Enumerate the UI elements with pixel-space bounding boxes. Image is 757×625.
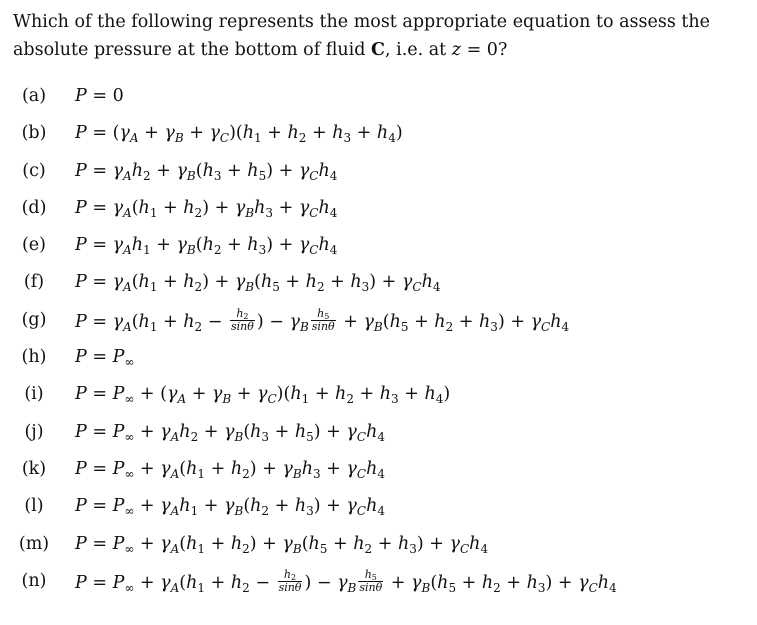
equation: $P = P_\infty + \gamma_Ah_1 + \gamma_B(h_2 + h_3) + \gamma_Ch_4$ [75, 496, 385, 519]
question-prefix: Which of the following represents the most appropriate equation to assess the absolute pressure at the bottom of fluid [13, 12, 711, 60]
option-n[interactable] [0, 565, 757, 602]
option-label: (e) [21, 235, 46, 256]
equation: $P = P_\infty + (\gamma_A + \gamma_B + \gamma_C)(h_1 + h_2 + h_3 + h_4)$ [75, 384, 451, 407]
fluid-name: C [371, 40, 385, 60]
equation: $P = P_\infty + \gamma_A(h_1 + h_2$ − $\frac{h_2}{\sin\theta}$ ) − $\gamma_B$ $\frac{h_5}{\sin\theta}$ + $\gamma_B(h_5 + h_2 + h_3) + \gamma_Ch_4$ [75, 567, 617, 595]
option-k[interactable] [0, 453, 757, 490]
question-suffix: = 0? [461, 40, 508, 60]
option-label: (d) [21, 197, 47, 218]
option-label: (m) [18, 533, 50, 554]
option-label: (b) [21, 123, 47, 144]
option-l[interactable] [0, 490, 757, 527]
question-var: z [451, 40, 462, 60]
option-j[interactable] [0, 416, 757, 453]
equation: $P = P_\infty + \gamma_A(h_1 + h_2) + \gamma_B(h_5 + h_2 + h_3) + \gamma_Ch_4$ [75, 533, 489, 556]
equation: $P = \gamma_A(h_1 + h_2) + \gamma_B(h_5 + h_2 + h_3) + \gamma_Ch_4$ [75, 272, 441, 295]
option-i[interactable] [0, 378, 757, 415]
equation: $P = \gamma_A(h_1 + h_2) + \gamma_Bh_3 + \gamma_Ch_4$ [75, 197, 338, 220]
equation: $P = \gamma_Ah_1 + \gamma_B(h_2 + h_3) + \gamma_Ch_4$ [75, 235, 338, 258]
equation: $P = \gamma_Ah_2 + \gamma_B(h_3 + h_5) + \gamma_Ch_4$ [75, 160, 338, 183]
option-label: (g) [21, 309, 47, 330]
equation: $P = P_\infty + \gamma_A(h_1 + h_2) + \gamma_Bh_3 + \gamma_Ch_4$ [75, 458, 385, 481]
option-label: (l) [24, 496, 44, 517]
option-h[interactable] [0, 341, 757, 378]
option-g[interactable] [0, 304, 757, 341]
equation: $P = P_\infty$ [75, 347, 135, 370]
option-label: (i) [24, 384, 44, 405]
option-a[interactable] [0, 80, 757, 117]
options-list [0, 80, 757, 602]
equation: $P = (\gamma_A + \gamma_B + \gamma_C)(h_1 + h_2 + h_3 + h_4)$ [75, 123, 403, 146]
equation: P = 0 [75, 86, 124, 106]
question-middle: , i.e. at [384, 40, 452, 60]
option-label: (n) [21, 570, 47, 591]
equation: $P = \gamma_A(h_1 + h_2$ − $\frac{h_2}{\sin\theta}$ ) − $\gamma_B$ $\frac{h_5}{\sin\theta}$ + $\gamma_B(h_5 + h_2 + h_3) + \gamma_Ch_4$ [75, 306, 570, 334]
equation: $P = P_\infty + \gamma_Ah_2 + \gamma_B(h_3 + h_5) + \gamma_Ch_4$ [75, 421, 385, 444]
option-b[interactable] [0, 117, 757, 154]
option-label: (c) [22, 160, 46, 181]
option-label: (k) [21, 458, 47, 479]
option-m[interactable] [0, 528, 757, 565]
option-c[interactable] [0, 155, 757, 192]
option-label: (a) [21, 86, 47, 106]
option-f[interactable] [0, 266, 757, 303]
question-text [13, 8, 753, 64]
option-e[interactable] [0, 229, 757, 266]
option-label: (h) [21, 347, 47, 368]
option-label: (f) [23, 272, 45, 293]
option-label: (j) [24, 421, 44, 442]
option-d[interactable] [0, 192, 757, 229]
